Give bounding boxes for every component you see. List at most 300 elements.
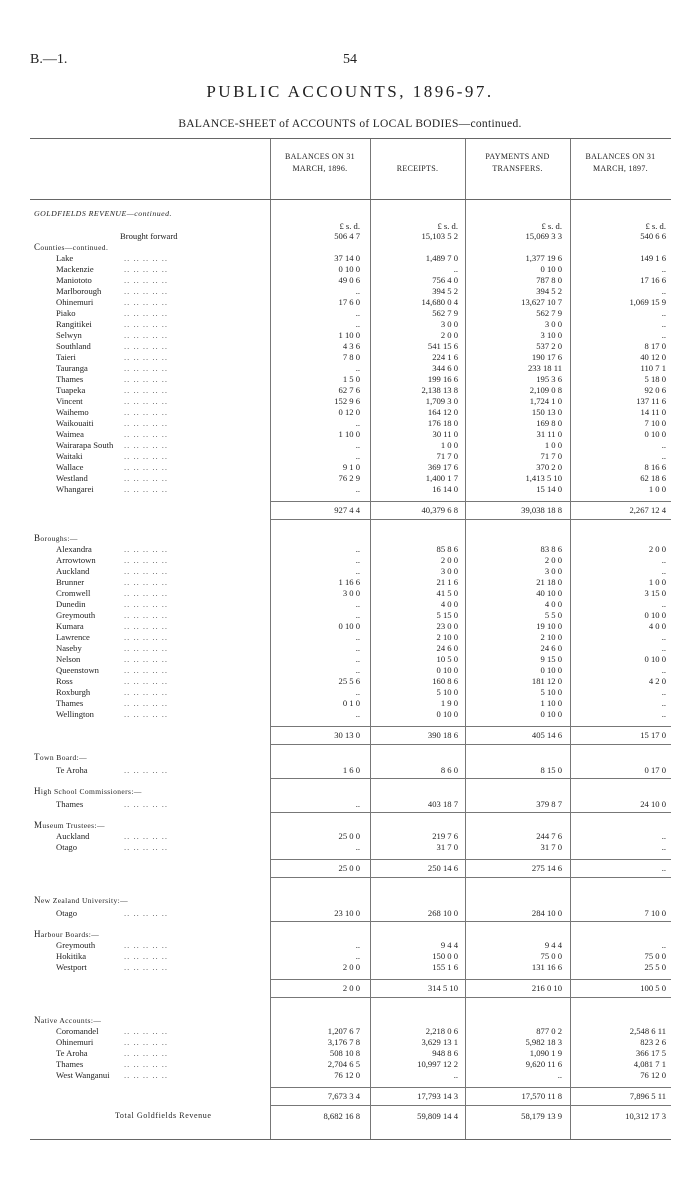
- amount-c3: 284 10 0: [531, 908, 562, 918]
- amount-c2: 14,680 0 4: [421, 297, 458, 307]
- section-main-heading: GOLDFIELDS REVENUE—continued.: [34, 209, 172, 218]
- county-row: [30, 473, 671, 483]
- page-number: 54: [343, 52, 357, 67]
- amount-c3: 15,069 3 3: [525, 231, 562, 241]
- amount-c1: 76 2 9: [338, 473, 360, 483]
- county-name: Waitaki: [56, 451, 83, 461]
- leader-dots: .. .. .. .. ..: [124, 396, 169, 406]
- county-row: [30, 484, 671, 494]
- borough-row: [30, 643, 671, 653]
- amount-c3: 1,090 1 9: [529, 1048, 562, 1058]
- amount-c4: 10,312 17 3: [625, 1111, 666, 1121]
- amount-c1: 25 0 0: [338, 831, 360, 841]
- county-row: [30, 374, 671, 384]
- borough-name: Brunner: [56, 577, 85, 587]
- amount-c1: 0 12 0: [338, 407, 360, 417]
- borough-row: [30, 566, 671, 576]
- county-name: Wallace: [56, 462, 84, 472]
- county-row: [30, 286, 671, 296]
- amount-c1: ..: [355, 440, 360, 450]
- amount-c4: 14 11 0: [640, 407, 666, 417]
- leader-dots: .. .. .. .. ..: [124, 341, 169, 351]
- table-row: [30, 752, 671, 762]
- museum-row: [30, 842, 671, 852]
- leader-dots: .. .. .. .. ..: [124, 698, 169, 708]
- table-row: [30, 895, 671, 905]
- amount-c1: 8,682 16 8: [323, 1111, 360, 1121]
- town-board-heading: Town Board:—: [34, 752, 88, 762]
- borough-row: [30, 698, 671, 708]
- amount-c4: ..: [661, 451, 666, 461]
- county-row: [30, 341, 671, 351]
- amount-c3: 877 0 2: [536, 1026, 562, 1036]
- amount-c3: 71 7 0: [540, 451, 562, 461]
- page-title: PUBLIC ACCOUNTS, 1896-97.: [206, 82, 494, 101]
- amount-c1: ..: [355, 319, 360, 329]
- amount-c2: 164 12 0: [427, 407, 458, 417]
- amount-c1: ..: [355, 484, 360, 494]
- grand-total-row: [30, 1111, 671, 1121]
- leader-dots: .. .. .. .. ..: [124, 286, 169, 296]
- leader-dots: .. .. .. .. ..: [124, 440, 169, 450]
- amount-c3: 75 0 0: [540, 951, 562, 961]
- amount-c2: 1,400 1 7: [425, 473, 458, 483]
- amount-c3: 562 7 9: [536, 308, 562, 318]
- leader-dots: .. .. .. .. ..: [124, 676, 169, 686]
- amount-c3: 9,620 11 6: [525, 1059, 562, 1069]
- leader-dots: .. .. .. .. ..: [124, 1070, 169, 1080]
- amount-c2: 15,103 5 2: [421, 231, 458, 241]
- amount-c4: 0 10 0: [644, 654, 666, 664]
- amount-c2: 1,489 7 0: [425, 253, 458, 263]
- amount-c2: 5 10 0: [436, 687, 458, 697]
- amount-c4: 4,081 7 1: [633, 1059, 666, 1069]
- amount-c3: 24 6 0: [540, 643, 562, 653]
- harbour-row: [30, 940, 671, 950]
- amount-c1: 1 10 0: [338, 330, 360, 340]
- leader-dots: .. .. .. .. ..: [124, 831, 169, 841]
- table-row: [30, 533, 671, 543]
- units-row: [30, 221, 671, 231]
- boroughs-total-row: [30, 730, 671, 740]
- amount-c4: ..: [661, 566, 666, 576]
- amount-c3: 58,179 13 9: [521, 1111, 562, 1121]
- county-row: [30, 308, 671, 318]
- amount-c2: 403 18 7: [427, 799, 458, 809]
- county-row: [30, 264, 671, 274]
- native-row: [30, 1059, 671, 1069]
- amount-c4: 149 1 6: [640, 253, 666, 263]
- county-row: [30, 363, 671, 373]
- amount-c2: 71 7 0: [436, 451, 458, 461]
- amount-c2: 10,997 12 2: [417, 1059, 458, 1069]
- amount-c1: 1 16 6: [338, 577, 360, 587]
- amount-c1: 2 0 0: [342, 983, 360, 993]
- amount-c3: 40 10 0: [536, 588, 562, 598]
- amount-c4: 7,896 5 11: [629, 1091, 666, 1101]
- county-name: Lake: [56, 253, 74, 263]
- amount-c3: 2 10 0: [540, 632, 562, 642]
- amount-c2: 31 7 0: [436, 842, 458, 852]
- amount-c2: 40,379 6 8: [421, 505, 458, 515]
- amount-c4: 24 10 0: [640, 799, 666, 809]
- leader-dots: .. .. .. .. ..: [124, 330, 169, 340]
- boroughs-heading: Boroughs:—: [34, 533, 78, 543]
- amount-c2: 23 0 0: [436, 621, 458, 631]
- amount-c4: 8 16 6: [644, 462, 666, 472]
- subtotal-rule: [270, 1105, 671, 1106]
- amount-c4: 7 10 0: [644, 418, 666, 428]
- table-row: [30, 786, 671, 796]
- county-row: [30, 407, 671, 417]
- museum-row: [30, 831, 671, 841]
- amount-c1: 62 7 6: [338, 385, 360, 395]
- subtotal-rule: [270, 979, 671, 980]
- amount-c1: 508 10 8: [329, 1048, 360, 1058]
- amount-c1: ..: [355, 418, 360, 428]
- amount-c2: 0 10 0: [436, 665, 458, 675]
- county-name: Maniototo: [56, 275, 92, 285]
- amount-c1: 9 1 0: [342, 462, 360, 472]
- leader-dots: .. .. .. .. ..: [124, 253, 169, 263]
- borough-name: Nelson: [56, 654, 81, 664]
- amount-c3: 39,038 18 8: [521, 505, 562, 515]
- amount-c4: 366 17 5: [635, 1048, 666, 1058]
- borough-name: Alexandra: [56, 544, 92, 554]
- native-name: Te Aroha: [56, 1048, 88, 1058]
- table-row: [30, 242, 671, 252]
- counties-total-row: [30, 505, 671, 515]
- borough-name: Lawrence: [56, 632, 90, 642]
- amount-c1: ..: [355, 940, 360, 950]
- leader-dots: .. .. .. .. ..: [124, 462, 169, 472]
- subtotal-rule: [270, 997, 671, 998]
- amount-c1: ..: [355, 687, 360, 697]
- amount-c3: 2 0 0: [544, 555, 562, 565]
- amount-c1: ..: [355, 363, 360, 373]
- county-row: [30, 418, 671, 428]
- native-name: Thames: [56, 1059, 84, 1069]
- borough-name: Wellington: [56, 709, 94, 719]
- county-row: [30, 319, 671, 329]
- county-row: [30, 462, 671, 472]
- borough-row: [30, 599, 671, 609]
- leader-dots: .. .. .. .. ..: [124, 1048, 169, 1058]
- amount-c2: £ s. d.: [437, 221, 458, 231]
- amount-c2: 541 15 6: [427, 341, 458, 351]
- amount-c3: 787 8 0: [536, 275, 562, 285]
- amount-c4: ..: [661, 643, 666, 653]
- amount-c3: 83 8 6: [540, 544, 562, 554]
- amount-c4: ..: [661, 440, 666, 450]
- leader-dots: .. .. .. .. ..: [124, 385, 169, 395]
- amount-c2: 59,809 14 4: [417, 1111, 458, 1121]
- leader-dots: .. .. .. .. ..: [124, 842, 169, 852]
- amount-c2: 3 0 0: [440, 566, 458, 576]
- borough-row: [30, 588, 671, 598]
- amount-c3: 195 3 6: [536, 374, 562, 384]
- amount-c3: 131 16 6: [531, 962, 562, 972]
- amount-c3: 19 10 0: [536, 621, 562, 631]
- amount-c3: 8 15 0: [540, 765, 562, 775]
- amount-c4: 110 7 1: [640, 363, 666, 373]
- county-name: Selwyn: [56, 330, 82, 340]
- amount-c3: 21 18 0: [536, 577, 562, 587]
- amount-c2: ..: [453, 264, 458, 274]
- amount-c2: 2 10 0: [436, 632, 458, 642]
- amount-c1: ..: [355, 544, 360, 554]
- town-board-name: Te Aroha: [56, 765, 88, 775]
- amount-c3: 405 14 6: [531, 730, 562, 740]
- amount-c3: 233 18 11: [527, 363, 562, 373]
- table-row: [30, 820, 671, 830]
- high-school-name: Thames: [56, 799, 84, 809]
- amount-c2: ..: [453, 1070, 458, 1080]
- amount-c2: 314 5 10: [427, 983, 458, 993]
- amount-c4: 3 15 0: [644, 588, 666, 598]
- amount-c3: 31 7 0: [540, 842, 562, 852]
- native-row: [30, 1070, 671, 1080]
- borough-row: [30, 654, 671, 664]
- borough-name: Naseby: [56, 643, 82, 653]
- borough-row: [30, 544, 671, 554]
- amount-c2: 41 5 0: [436, 588, 458, 598]
- table-row: [30, 209, 671, 219]
- amount-c4: ..: [661, 831, 666, 841]
- header-rule: [30, 199, 671, 200]
- grand-total-label: Total Goldfields Revenue: [115, 1111, 212, 1120]
- leader-dots: .. .. .. .. ..: [124, 599, 169, 609]
- amount-c4: ..: [661, 308, 666, 318]
- amount-c4: 75 0 0: [644, 951, 666, 961]
- amount-c3: 5,982 18 3: [525, 1037, 562, 1047]
- amount-c3: 394 5 2: [536, 286, 562, 296]
- amount-c1: 3,176 7 8: [327, 1037, 360, 1047]
- university-name: Otago: [56, 908, 78, 918]
- amount-c4: ..: [661, 842, 666, 852]
- subtotal-rule: [270, 726, 671, 727]
- subtotal-rule: [270, 778, 671, 779]
- amount-c1: 2,704 6 5: [327, 1059, 360, 1069]
- amount-c1: ..: [355, 308, 360, 318]
- leader-dots: .. .. .. .. ..: [124, 363, 169, 373]
- amount-c3: 4 0 0: [544, 599, 562, 609]
- native-row: [30, 1048, 671, 1058]
- university-row: [30, 908, 671, 918]
- leader-dots: .. .. .. .. ..: [124, 319, 169, 329]
- county-row: [30, 385, 671, 395]
- borough-name: Kumara: [56, 621, 84, 631]
- borough-name: Arrowtown: [56, 555, 96, 565]
- amount-c3: 5 5 0: [544, 610, 562, 620]
- amount-c2: 10 5 0: [436, 654, 458, 664]
- amount-c4: ..: [661, 330, 666, 340]
- borough-row: [30, 676, 671, 686]
- amount-c4: 92 0 6: [644, 385, 666, 395]
- amount-c1: ..: [355, 451, 360, 461]
- amount-c4: 0 10 0: [644, 610, 666, 620]
- amount-c2: 9 4 4: [440, 940, 458, 950]
- borough-row: [30, 665, 671, 675]
- amount-c2: 219 7 6: [432, 831, 458, 841]
- county-name: Vincent: [56, 396, 83, 406]
- amount-c2: 3,629 13 1: [421, 1037, 458, 1047]
- brought-forward-label: Brought forward: [120, 231, 178, 241]
- amount-c1: 23 10 0: [334, 908, 360, 918]
- native-name: Coromandel: [56, 1026, 99, 1036]
- amount-c1: 927 4 4: [334, 505, 360, 515]
- amount-c3: 13,627 10 7: [521, 297, 562, 307]
- amount-c2: 948 8 6: [432, 1048, 458, 1058]
- column-header-balances-1896: BALANCES ON 31 MARCH, 1896.: [285, 152, 355, 173]
- county-name: Tuapeka: [56, 385, 86, 395]
- leader-dots: .. .. .. .. ..: [124, 418, 169, 428]
- leader-dots: .. .. .. .. ..: [124, 951, 169, 961]
- amount-c4: ..: [661, 632, 666, 642]
- amount-c1: 25 5 6: [338, 676, 360, 686]
- leader-dots: .. .. .. .. ..: [124, 451, 169, 461]
- amount-c2: 199 16 6: [427, 374, 458, 384]
- amount-c1: ..: [355, 286, 360, 296]
- amount-c2: 756 4 0: [432, 275, 458, 285]
- borough-row: [30, 621, 671, 631]
- amount-c3: 2,109 0 8: [529, 385, 562, 395]
- amount-c1: 7,673 3 4: [327, 1091, 360, 1101]
- amount-c1: ..: [355, 610, 360, 620]
- native-name: Ohinemuri: [56, 1037, 94, 1047]
- leader-dots: .. .. .. .. ..: [124, 643, 169, 653]
- amount-c3: 190 17 6: [531, 352, 562, 362]
- county-name: Whangarei: [56, 484, 94, 494]
- amount-c4: 2,548 6 11: [629, 1026, 666, 1036]
- subtotal-rule: [270, 877, 671, 878]
- leader-dots: .. .. .. .. ..: [124, 654, 169, 664]
- amount-c2: 1,709 3 0: [425, 396, 458, 406]
- museum-name: Otago: [56, 842, 78, 852]
- native-name: West Wanganui: [56, 1070, 110, 1080]
- amount-c1: 152 9 6: [334, 396, 360, 406]
- county-name: Marlborough: [56, 286, 102, 296]
- harbour-name: Westport: [56, 962, 87, 972]
- amount-c2: 8 6 0: [440, 765, 458, 775]
- amount-c4: 62 18 6: [640, 473, 666, 483]
- county-name: Wairarapa South: [56, 440, 114, 450]
- amount-c1: 3 0 0: [342, 588, 360, 598]
- harbour-name: Hokitika: [56, 951, 87, 961]
- leader-dots: .. .. .. .. ..: [124, 555, 169, 565]
- amount-c2: 4 0 0: [440, 599, 458, 609]
- county-row: [30, 396, 671, 406]
- amount-c1: 25 0 0: [338, 863, 360, 873]
- balance-sheet-table: [30, 138, 671, 1140]
- amount-c3: 5 10 0: [540, 687, 562, 697]
- amount-c4: 2,267 12 4: [629, 505, 666, 515]
- column-header-balances-1897: BALANCES ON 31 MARCH, 1897.: [585, 152, 656, 173]
- amount-c2: 2 0 0: [440, 555, 458, 565]
- amount-c1: 0 10 0: [338, 621, 360, 631]
- amount-c3: 0 10 0: [540, 709, 562, 719]
- amount-c2: 390 18 6: [427, 730, 458, 740]
- amount-c1: 2 0 0: [342, 962, 360, 972]
- leader-dots: .. .. .. .. ..: [124, 687, 169, 697]
- amount-c2: 224 1 6: [432, 352, 458, 362]
- borough-row: [30, 555, 671, 565]
- amount-c3: 150 13 0: [531, 407, 562, 417]
- leader-dots: .. .. .. .. ..: [124, 473, 169, 483]
- subtotal-rule: [270, 921, 671, 922]
- leader-dots: .. .. .. .. ..: [124, 940, 169, 950]
- borough-row: [30, 687, 671, 697]
- amount-c1: ..: [355, 632, 360, 642]
- county-row: [30, 297, 671, 307]
- amount-c3: £ s. d.: [541, 221, 562, 231]
- amount-c3: 17,570 11 8: [521, 1091, 562, 1101]
- leader-dots: .. .. .. .. ..: [124, 621, 169, 631]
- amount-c2: 562 7 9: [432, 308, 458, 318]
- native-row: [30, 1026, 671, 1036]
- amount-c1: 37 14 0: [334, 253, 360, 263]
- amount-c2: 24 6 0: [436, 643, 458, 653]
- leader-dots: .. .. .. .. ..: [124, 429, 169, 439]
- leader-dots: .. .. .. .. ..: [124, 765, 169, 775]
- county-row: [30, 440, 671, 450]
- county-row: [30, 330, 671, 340]
- leader-dots: .. .. .. .. ..: [124, 1037, 169, 1047]
- amount-c2: 2,138 13 8: [421, 385, 458, 395]
- leader-dots: .. .. .. .. ..: [124, 275, 169, 285]
- borough-name: Auckland: [56, 566, 90, 576]
- borough-name: Queenstown: [56, 665, 99, 675]
- amount-c2: 17,793 14 3: [417, 1091, 458, 1101]
- amount-c1: 7 8 0: [342, 352, 360, 362]
- amount-c3: 275 14 6: [531, 863, 562, 873]
- harbour-row: [30, 951, 671, 961]
- amount-c2: 5 15 0: [436, 610, 458, 620]
- leader-dots: .. .. .. .. ..: [124, 352, 169, 362]
- county-name: Thames: [56, 374, 84, 384]
- subtotal-rule: [270, 519, 671, 520]
- amount-c1: 0 1 0: [342, 698, 360, 708]
- borough-row: [30, 632, 671, 642]
- leader-dots: .. .. .. .. ..: [124, 308, 169, 318]
- county-name: Taieri: [56, 352, 76, 362]
- amount-c2: 1 0 0: [440, 440, 458, 450]
- amount-c3: 537 2 0: [536, 341, 562, 351]
- native-row: [30, 1037, 671, 1047]
- county-name: Mackenzie: [56, 264, 94, 274]
- amount-c3: 0 10 0: [540, 264, 562, 274]
- amount-c4: ..: [661, 698, 666, 708]
- amount-c3: 1 0 0: [544, 440, 562, 450]
- amount-c2: 16 14 0: [432, 484, 458, 494]
- amount-c4: 76 12 0: [640, 1070, 666, 1080]
- amount-c3: 370 2 0: [536, 462, 562, 472]
- amount-c4: 40 12 0: [640, 352, 666, 362]
- county-name: Tauranga: [56, 363, 88, 373]
- amount-c2: 344 6 0: [432, 363, 458, 373]
- borough-name: Thames: [56, 698, 84, 708]
- amount-c4: 7 10 0: [644, 908, 666, 918]
- amount-c2: 0 10 0: [436, 709, 458, 719]
- amount-c4: 0 17 0: [644, 765, 666, 775]
- leader-dots: .. .. .. .. ..: [124, 908, 169, 918]
- amount-c3: 1,413 5 10: [525, 473, 562, 483]
- university-heading: New Zealand University:—: [34, 895, 128, 905]
- amount-c4: 540 6 6: [640, 231, 666, 241]
- amount-c3: 31 11 0: [536, 429, 562, 439]
- county-row: [30, 275, 671, 285]
- county-row: [30, 253, 671, 263]
